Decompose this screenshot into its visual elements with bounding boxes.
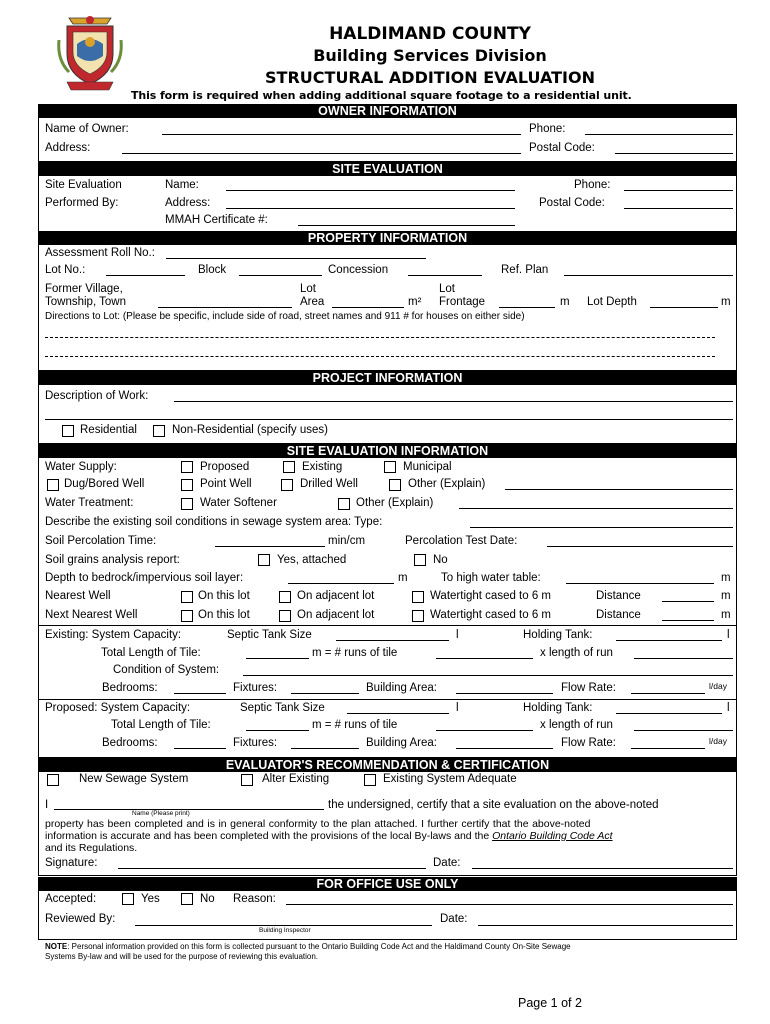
high-water-label: To high water table: [441, 572, 541, 584]
lot-depth-label: Lot Depth [587, 296, 637, 308]
alter-existing-checkbox[interactable] [241, 774, 253, 786]
point-well-checkbox[interactable] [181, 479, 193, 491]
next-watertight-label: Watertight cased to 6 m [430, 609, 552, 621]
county-title: HALDIMAND COUNTY [329, 24, 531, 44]
former-village-label-1: Former Village, [45, 283, 123, 295]
point-well-label: Point Well [200, 478, 252, 490]
reviewed-by-field[interactable] [135, 925, 432, 926]
site-performed-label-1: Site Evaluation [45, 179, 122, 191]
site-address-label: Address: [165, 197, 211, 209]
existing-tile-field[interactable] [246, 658, 309, 659]
existing-flow-unit: l/day [709, 681, 727, 691]
office-section-header: FOR OFFICE USE ONLY [38, 877, 737, 891]
proposed-septic-label: Septic Tank Size [240, 702, 325, 714]
accepted-label: Accepted: [45, 893, 97, 905]
new-sewage-checkbox[interactable] [47, 774, 59, 786]
existing-runs-field[interactable] [436, 658, 533, 659]
next-on-lot-checkbox[interactable] [181, 610, 193, 622]
nearest-distance-unit: m [721, 590, 731, 602]
cert-paragraph-2a: information is accurate and has been completed with the provisions of the local By-laws and the [45, 830, 493, 842]
accepted-no-checkbox[interactable] [181, 893, 193, 905]
next-adjacent-label: On adjacent lot [297, 609, 375, 621]
cert-date-label: Date: [433, 857, 461, 869]
other-treatment-checkbox[interactable] [338, 498, 350, 510]
proposed-fixtures-label: Fixtures: [233, 737, 278, 749]
existing-flow-field[interactable] [631, 693, 705, 694]
page-number: Page 1 of 2 [518, 996, 582, 1010]
site-performed-label-2: Performed By: [45, 197, 119, 209]
other-water-label: Other (Explain) [408, 478, 486, 490]
proposed-label: Proposed [200, 461, 250, 473]
water-treatment-label: Water Treatment: [45, 497, 134, 509]
lot-area-unit: m² [408, 296, 422, 308]
existing-holding-label: Holding Tank: [523, 629, 593, 641]
note-bold: NOTE [45, 942, 68, 951]
proposed-bedrooms-label: Bedrooms: [102, 737, 158, 749]
division-title: Building Services Division [313, 46, 547, 65]
lot-field[interactable] [106, 275, 185, 276]
soil-grains-label: Soil grains analysis report: [45, 554, 180, 566]
water-softener-label: Water Softener [200, 497, 277, 509]
privacy-note-1 [45, 942, 571, 951]
depth-bedrock-unit: m [398, 572, 408, 584]
soil-perc-unit: min/cm [328, 535, 366, 547]
next-adjacent-checkbox[interactable] [279, 610, 291, 622]
existing-length-run-field[interactable] [634, 658, 733, 659]
concession-label: Concession [328, 264, 389, 276]
new-sewage-label: New Sewage System [79, 773, 189, 785]
roll-field[interactable] [166, 258, 426, 259]
perc-date-label: Percolation Test Date: [405, 535, 518, 547]
proposed-holding-label: Holding Tank: [523, 702, 593, 714]
lot-frontage-label-2: Frontage [439, 296, 486, 308]
proposed-divider [38, 699, 737, 700]
cert-date-field[interactable] [472, 868, 733, 869]
existing-holding-field[interactable] [616, 640, 722, 641]
ontario-building-code-link: Ontario Building Code Act [492, 830, 613, 842]
property-section-header: PROPERTY INFORMATION [38, 231, 737, 245]
yes-attached-label: Yes, attached [277, 554, 347, 566]
next-on-lot-label: On this lot [198, 609, 250, 621]
other-treatment-field[interactable] [459, 508, 733, 509]
directions-field-1[interactable] [45, 337, 715, 338]
existing-checkbox[interactable] [283, 461, 295, 473]
depth-bedrock-label: Depth to bedrock/impervious soil layer: [45, 572, 244, 584]
next-distance-unit: m [721, 609, 731, 621]
owner-phone-label: Phone: [529, 123, 566, 135]
existing-length-run-label: x length of run [540, 647, 613, 659]
soil-type-field[interactable] [470, 527, 733, 528]
high-water-field[interactable] [566, 583, 714, 584]
site-name-label: Name: [165, 179, 199, 191]
roll-label: Assessment Roll No.: [45, 247, 155, 259]
lot-depth-unit: m [721, 296, 731, 308]
accepted-no-label: No [200, 893, 215, 905]
site-info-section-header: SITE EVALUATION INFORMATION [38, 444, 737, 458]
next-distance-field[interactable] [662, 620, 714, 621]
proposed-bedrooms-field[interactable] [174, 748, 226, 749]
drilled-well-checkbox[interactable] [281, 479, 293, 491]
signature-field[interactable] [118, 868, 426, 869]
existing-bedrooms-label: Bedrooms: [102, 682, 158, 694]
proposed-flow-field[interactable] [631, 748, 705, 749]
existing-fixtures-field[interactable] [291, 693, 359, 694]
nearest-well-label: Nearest Well [45, 590, 111, 602]
description-field-2[interactable] [45, 419, 733, 420]
existing-tile-label: Total Length of Tile: [101, 647, 201, 659]
proposed-capacity-label: Proposed: System Capacity: [45, 702, 191, 714]
cert-i-label: I [45, 799, 49, 811]
site-phone-label: Phone: [574, 179, 611, 191]
proposed-septic-field[interactable] [347, 713, 449, 714]
water-softener-checkbox[interactable] [181, 498, 193, 510]
existing-holding-unit: l [727, 629, 730, 641]
evaluator-section-header: EVALUATOR'S RECOMMENDATION & CERTIFICATION [38, 758, 737, 772]
depth-bedrock-field[interactable] [288, 583, 394, 584]
next-nearest-well-label: Next Nearest Well [45, 609, 138, 621]
other-treatment-label: Other (Explain) [356, 497, 434, 509]
owner-postal-field[interactable] [615, 153, 733, 154]
high-water-unit: m [721, 572, 731, 584]
block-label: Block [198, 264, 227, 276]
office-date-label: Date: [440, 913, 468, 925]
existing-area-label: Building Area: [366, 682, 437, 694]
soil-perc-field[interactable] [215, 546, 325, 547]
owner-name-field[interactable] [162, 134, 521, 135]
existing-septic-field[interactable] [336, 640, 449, 641]
lot-area-label-2: Area [300, 296, 325, 308]
site-postal-field[interactable] [624, 208, 733, 209]
site-mmah-field[interactable] [298, 225, 515, 226]
concession-field[interactable] [408, 275, 482, 276]
condition-field[interactable] [243, 675, 733, 676]
other-water-field[interactable] [505, 489, 733, 490]
proposed-area-label: Building Area: [366, 737, 437, 749]
proposed-tile-field[interactable] [246, 730, 309, 731]
lot-frontage-unit: m [560, 296, 570, 308]
former-village-label-2: Township, Town [45, 296, 126, 308]
existing-area-field[interactable] [456, 693, 553, 694]
cert-line-text: the undersigned, certify that a site evaluation on the above-noted [328, 799, 659, 811]
proposed-flow-unit: l/day [709, 736, 727, 746]
existing-flow-label: Flow Rate: [561, 682, 616, 694]
form-subtitle: This form is required when adding additional square footage to a residential unit. [131, 89, 632, 102]
existing-adequate-checkbox[interactable] [364, 774, 376, 786]
directions-label: Directions to Lot: (Please be specific, include side of road, street names and 911 # for houses on either side) [45, 311, 525, 322]
municipal-checkbox[interactable] [384, 461, 396, 473]
owner-postal-label: Postal Code: [529, 142, 595, 154]
nearest-on-lot-label: On this lot [198, 590, 250, 602]
drilled-well-label: Drilled Well [300, 478, 358, 490]
county-crest-logo [55, 10, 125, 92]
owner-section-header: OWNER INFORMATION [38, 104, 737, 118]
existing-label: Existing [302, 461, 343, 473]
proposed-septic-unit: l [456, 702, 459, 714]
lot-depth-field[interactable] [650, 307, 718, 308]
owner-phone-field[interactable] [585, 134, 733, 135]
existing-adequate-label: Existing System Adequate [383, 773, 517, 785]
proposed-length-run-field[interactable] [634, 730, 733, 731]
nearest-adjacent-checkbox[interactable] [279, 591, 291, 603]
reviewed-by-label: Reviewed By: [45, 913, 116, 925]
owner-address-label: Address: [45, 142, 91, 154]
residential-label: Residential [80, 424, 137, 436]
refplan-field[interactable] [564, 275, 733, 276]
former-village-field[interactable] [158, 307, 292, 308]
site-mmah-label: MMAH Certificate #: [165, 214, 268, 226]
next-watertight-checkbox[interactable] [412, 610, 424, 622]
nearest-watertight-label: Watertight cased to 6 m [430, 590, 552, 602]
existing-septic-unit: l [456, 629, 459, 641]
proposed-tile-label: Total Length of Tile: [111, 719, 211, 731]
nearest-watertight-checkbox[interactable] [412, 591, 424, 603]
site-address-field[interactable] [226, 208, 515, 209]
reason-label: Reason: [233, 893, 276, 905]
privacy-note-2: Systems By-law and will be used for the purpose of reviewing this evaluation. [45, 952, 319, 961]
next-distance-label: Distance [596, 609, 641, 621]
proposed-holding-field[interactable] [616, 713, 722, 714]
non-residential-label: Non-Residential (specify uses) [172, 424, 328, 436]
owner-name-label: Name of Owner: [45, 123, 129, 135]
soil-perc-label: Soil Percolation Time: [45, 535, 157, 547]
alter-existing-label: Alter Existing [262, 773, 330, 785]
perc-date-field[interactable] [547, 546, 733, 547]
no-grains-label: No [433, 554, 448, 566]
directions-field-2[interactable] [45, 356, 715, 357]
form-title: STRUCTURAL ADDITION EVALUATION [265, 68, 595, 87]
existing-divider [38, 625, 737, 626]
proposed-length-run-label: x length of run [540, 719, 613, 731]
site-phone-field[interactable] [624, 190, 733, 191]
proposed-fixtures-field[interactable] [291, 748, 359, 749]
lot-frontage-field[interactable] [499, 307, 555, 308]
lot-area-label-1: Lot [300, 283, 316, 295]
proposed-holding-unit: l [727, 702, 730, 714]
office-date-field[interactable] [478, 925, 733, 926]
nearest-distance-label: Distance [596, 590, 641, 602]
proposed-flow-label: Flow Rate: [561, 737, 616, 749]
proposed-checkbox[interactable] [181, 461, 193, 473]
reason-field[interactable] [286, 904, 733, 905]
existing-septic-label: Septic Tank Size [227, 629, 312, 641]
residential-checkbox[interactable] [62, 425, 74, 437]
signature-label: Signature: [45, 857, 98, 869]
water-supply-label: Water Supply: [45, 461, 117, 473]
soil-conditions-label: Describe the existing soil conditions in sewage system area: Type: [45, 516, 383, 528]
lot-area-field[interactable] [332, 307, 404, 308]
project-section-header: PROJECT INFORMATION [38, 371, 737, 385]
nearest-adjacent-label: On adjacent lot [297, 590, 375, 602]
proposed-area-field[interactable] [456, 748, 553, 749]
cert-paragraph-1: property has been completed and is in general conformity to the plan attached. I further certify that the above-noted [45, 818, 591, 830]
proposed-runs-label: m = # runs of tile [312, 719, 398, 731]
dug-bored-checkbox[interactable] [47, 479, 59, 491]
owner-address-field[interactable] [122, 153, 521, 154]
no-grains-checkbox[interactable] [414, 554, 426, 566]
existing-runs-label: m = # runs of tile [312, 647, 398, 659]
note-text: : Personal information provided on this form is collected pursuant to the Ontario Building Code Act and the Haldimand County On-Site Sewage [67, 942, 571, 951]
yes-attached-checkbox[interactable] [258, 554, 270, 566]
condition-label: Condition of System: [113, 664, 220, 676]
existing-fixtures-label: Fixtures: [233, 682, 278, 694]
building-inspector-caption: Building Inspector [259, 927, 311, 934]
cert-paragraph-2 [45, 830, 613, 842]
site-postal-label: Postal Code: [539, 197, 605, 209]
description-label: Description of Work: [45, 390, 149, 402]
dug-bored-label: Dug/Bored Well [64, 478, 145, 490]
site-name-field[interactable] [226, 190, 515, 191]
description-field-1[interactable] [174, 401, 733, 402]
nearest-distance-field[interactable] [662, 601, 714, 602]
name-print-caption: Name (Please print) [132, 810, 190, 817]
other-water-checkbox[interactable] [389, 479, 401, 491]
cert-paragraph-3: and its Regulations. [45, 842, 138, 854]
existing-capacity-label: Existing: System Capacity: [45, 629, 182, 641]
block-field[interactable] [239, 275, 322, 276]
proposed-runs-field[interactable] [436, 730, 533, 731]
non-residential-checkbox[interactable] [153, 425, 165, 437]
existing-bedrooms-field[interactable] [174, 693, 226, 694]
accepted-yes-checkbox[interactable] [122, 893, 134, 905]
nearest-on-lot-checkbox[interactable] [181, 591, 193, 603]
accepted-yes-label: Yes [141, 893, 160, 905]
lot-label: Lot No.: [45, 264, 86, 276]
site-section-header: SITE EVALUATION [38, 162, 737, 176]
municipal-label: Municipal [403, 461, 452, 473]
refplan-label: Ref. Plan [501, 264, 549, 276]
lot-frontage-label-1: Lot [439, 283, 455, 295]
